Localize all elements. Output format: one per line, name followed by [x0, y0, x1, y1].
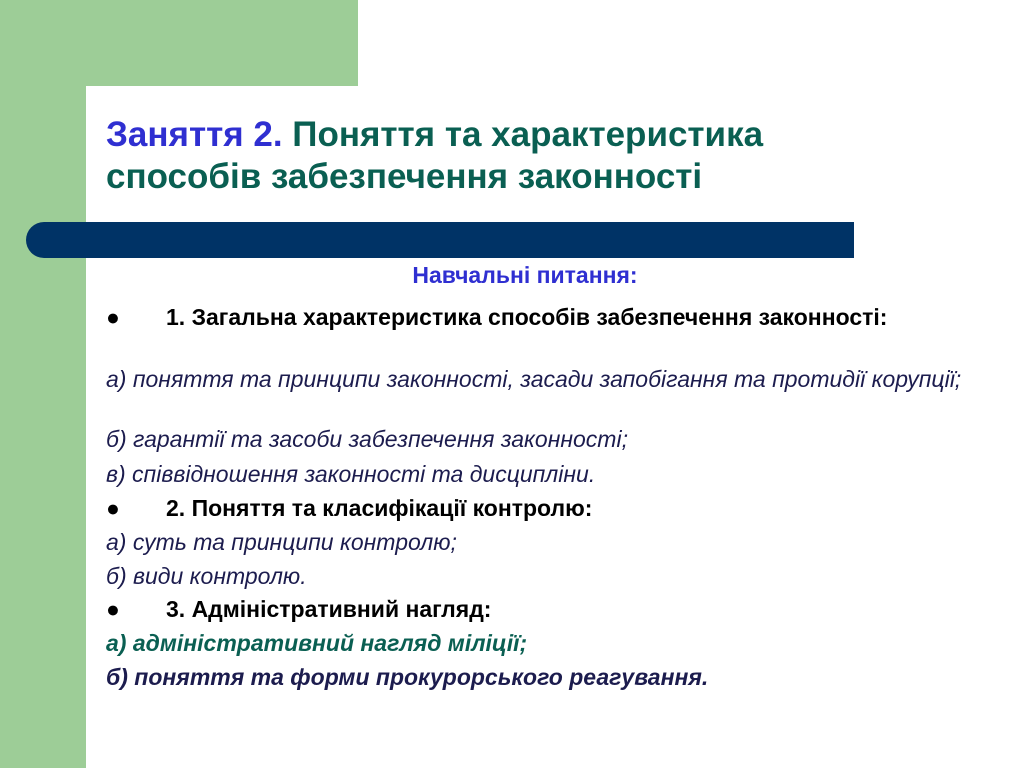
list-item-topic-3 — [106, 595, 976, 623]
list-item-subtopic — [106, 425, 976, 453]
list-item-text: а) поняття та принципи законності, засади запобігання та протидії корупції; — [106, 366, 962, 392]
list-item-text: а) адміністративний нагляд міліції; — [106, 630, 528, 656]
list-item-subtopic — [106, 460, 976, 488]
list-item-text: б) поняття та форми прокурорського реагування. — [106, 664, 709, 690]
list-item-subtopic-emphasized — [106, 663, 976, 691]
list-item-subtopic-emphasized — [106, 629, 976, 657]
list-item-text: 2. Поняття та класифікації контролю: — [166, 495, 593, 521]
list-item-subtopic — [106, 562, 976, 590]
bullet-icon: ● — [106, 304, 120, 330]
title-text: Поняття та характеристика способів забезпечення законності — [106, 115, 764, 196]
list-item-topic-2 — [106, 494, 976, 522]
bullet-icon: ● — [106, 495, 120, 521]
list-item-text: б) види контролю. — [106, 563, 307, 589]
bullet-icon: ● — [106, 596, 120, 622]
title-prefix: Заняття 2. — [106, 115, 283, 154]
list-item-text: 3. Адміністративний нагляд: — [166, 596, 492, 622]
list-item-text: а) суть та принципи контролю; — [106, 529, 457, 555]
list-item-subtopic — [106, 365, 976, 393]
list-item-text: в) співвідношення законності та дисципліни. — [106, 461, 596, 487]
list-item-subtopic — [106, 528, 976, 556]
list-item-topic-1 — [106, 303, 976, 331]
list-item-text: б) гарантії та засоби забезпечення законності; — [106, 426, 628, 452]
list-item-text: 1. Загальна характеристика способів забезпечення законності: — [166, 304, 888, 330]
subtitle: Навчальні питання: — [412, 262, 638, 288]
